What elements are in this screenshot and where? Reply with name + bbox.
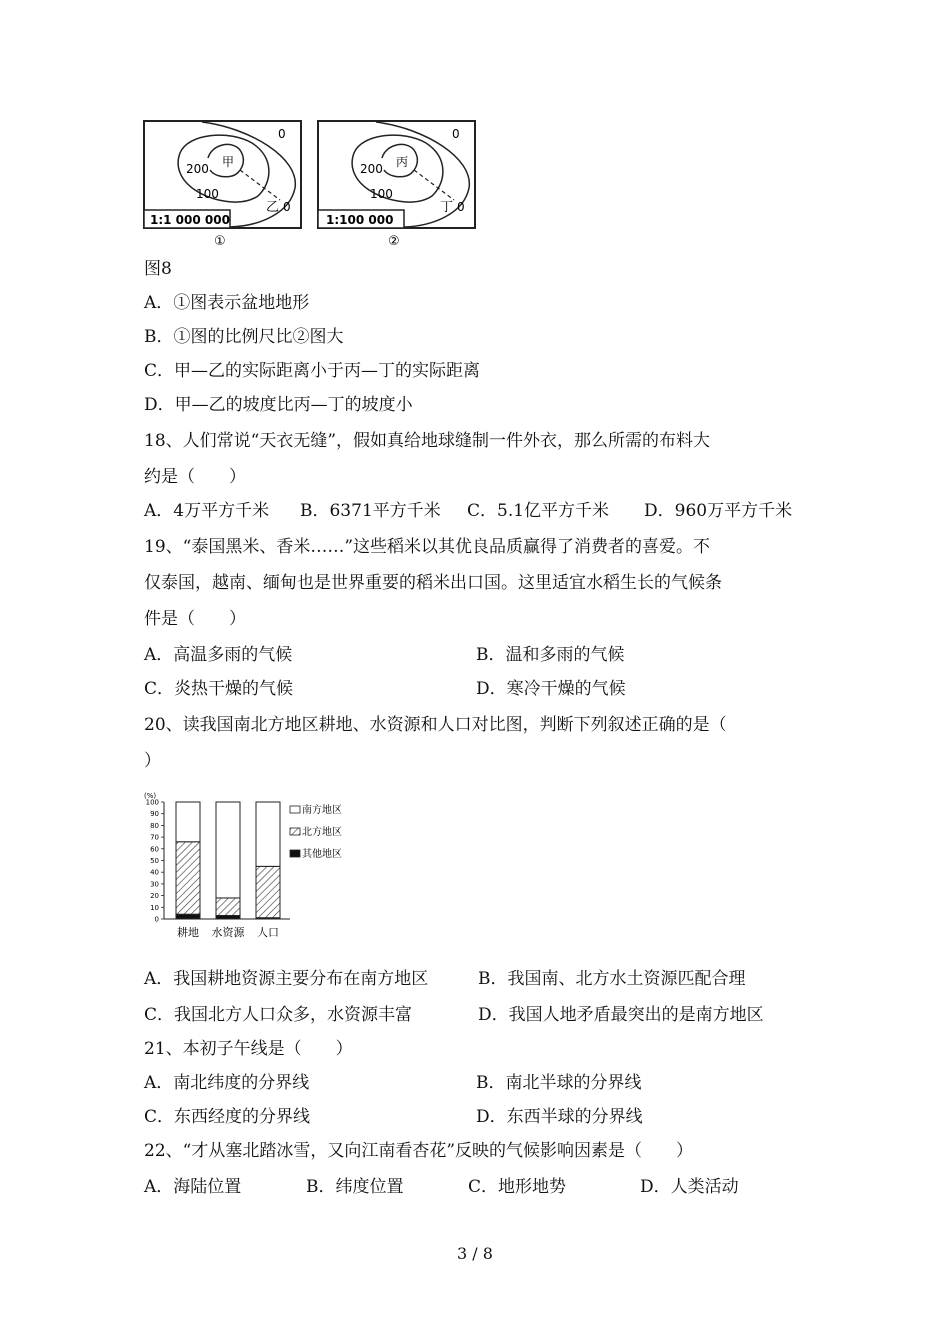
- map1-contour-200: 200: [186, 162, 209, 176]
- q20-option-a: A．我国耕地资源主要分布在南方地区: [144, 969, 429, 989]
- map1-scale: 1:1 000 000: [150, 213, 230, 227]
- chart-ytick-label: 40: [150, 868, 159, 877]
- chart-ytick-label: 50: [150, 857, 159, 865]
- q18-option-d: D．960万平方千米: [644, 501, 793, 521]
- chart-bar-segment: [216, 802, 240, 898]
- chart-ytick-label: 100: [145, 798, 159, 807]
- q20-stem-line1: 20、读我国南北方地区耕地、水资源和人口对比图，判断下列叙述正确的是（: [144, 715, 727, 735]
- q20-stem-line2: ）: [144, 751, 161, 771]
- chart-ytick-label: 80: [150, 821, 159, 830]
- map2-contour-100: 100: [370, 187, 393, 201]
- q21-stem: 21、本初子午线是（ ）: [144, 1039, 353, 1059]
- chart-bar-segment: [256, 802, 280, 866]
- map1-point-jia: 甲: [222, 155, 235, 169]
- chart-ytick-label: 10: [150, 903, 159, 912]
- chart-ytick-label: 20: [150, 892, 159, 901]
- chart-bar-segment: [256, 866, 280, 917]
- map2-point-bing: 丙: [396, 155, 409, 169]
- resource-comparison-chart: [140, 788, 380, 948]
- chart-category-label: 水资源: [211, 926, 245, 939]
- q22-option-b: B．纬度位置: [306, 1177, 404, 1197]
- q19-option-a: A．高温多雨的气候: [144, 645, 293, 665]
- q21-option-d: D．东西半球的分界线: [476, 1107, 643, 1127]
- chart-bar-segment: [216, 915, 240, 919]
- q20-option-c: C．我国北方人口众多，水资源丰富: [144, 1005, 413, 1025]
- chart-category-label: 人口: [257, 926, 279, 939]
- q18-stem-line1: 18、人们常说“天衣无缝”，假如真给地球缝制一件外衣，那么所需的布料大: [144, 431, 711, 451]
- q17-option-d: D．甲—乙的坡度比丙—丁的坡度小: [144, 395, 413, 415]
- chart-bar-segment: [176, 914, 200, 919]
- contour-map-1: [144, 121, 301, 249]
- contour-map-2: [318, 121, 475, 249]
- q21-option-a: A．南北纬度的分界线: [144, 1073, 310, 1093]
- chart-ylabel: (%): [144, 792, 157, 800]
- chart-ytick-label: 60: [150, 845, 159, 854]
- q18-option-c: C．5.1亿平方千米: [467, 501, 610, 521]
- chart-legend-swatch: [290, 806, 300, 813]
- q19-stem-line2: 仅泰国，越南、缅甸也是世界重要的稻米出口国。这里适宜水稻生长的气候条: [144, 573, 722, 593]
- q22-option-d: D．人类活动: [640, 1177, 739, 1197]
- q19-option-b: B．温和多雨的气候: [476, 645, 625, 665]
- map2-number: ②: [388, 234, 400, 249]
- q18-option-b: B．6371平方千米: [300, 501, 441, 521]
- chart-legend-label: 其他地区: [302, 849, 342, 860]
- q21-option-b: B．南北半球的分界线: [476, 1073, 642, 1093]
- map2-contour-0-bottom: 0: [457, 200, 465, 214]
- q19-option-d: D．寒冷干燥的气候: [476, 679, 626, 699]
- map1-contour-0: 0: [278, 127, 286, 141]
- chart-legend-swatch: [290, 850, 300, 857]
- chart-legend-label: 南方地区: [302, 805, 342, 816]
- map2-scale: 1:100 000: [326, 213, 394, 227]
- page-number: 3 / 8: [457, 1244, 493, 1263]
- chart-ytick-label: 0: [154, 915, 159, 924]
- q22-option-c: C．地形地势: [468, 1177, 567, 1197]
- q20-option-b: B．我国南、北方水土资源匹配合理: [478, 969, 746, 989]
- q22-stem: 22、“才从塞北踏冰雪，又向江南看杏花”反映的气候影响因素是（ ）: [144, 1141, 694, 1161]
- chart-legend-swatch: [290, 828, 300, 835]
- chart-bar-segment: [216, 898, 240, 916]
- q18-stem-line2: 约是（ ）: [144, 467, 246, 487]
- q17-option-a: A．①图表示盆地地形: [144, 293, 310, 313]
- map2-contour-0: 0: [452, 127, 460, 141]
- chart-ytick-label: 70: [150, 833, 159, 842]
- map1-contour-0-bottom: 0: [283, 200, 291, 214]
- chart-ytick-label: 30: [150, 880, 159, 889]
- q19-stem-line1: 19、“泰国黑米、香米……”这些稻米以其优良品质赢得了消费者的喜爱。不: [144, 537, 711, 557]
- chart-bar-segment: [176, 802, 200, 842]
- q20-option-d: D．我国人地矛盾最突出的是南方地区: [478, 1005, 764, 1025]
- q19-option-c: C．炎热干燥的气候: [144, 679, 294, 699]
- chart-ytick-label: 90: [150, 810, 159, 819]
- map1-number: ①: [214, 234, 226, 249]
- map1-contour-100: 100: [196, 187, 219, 201]
- figure8-maps: [140, 118, 480, 250]
- q19-stem-line3: 件是（ ）: [144, 609, 246, 629]
- chart-bar-segment: [176, 842, 200, 915]
- q18-option-a: A．4万平方千米: [144, 501, 270, 521]
- chart-category-label: 耕地: [177, 926, 199, 939]
- map2-point-ding: 丁: [440, 200, 454, 215]
- q17-option-c: C．甲—乙的实际距离小于丙—丁的实际距离: [144, 361, 481, 381]
- map2-contour-200: 200: [360, 162, 383, 176]
- q22-option-a: A．海陆位置: [144, 1177, 242, 1197]
- q17-option-b: B．①图的比例尺比②图大: [144, 327, 344, 347]
- q21-option-c: C．东西经度的分界线: [144, 1107, 311, 1127]
- figure8-caption: 图8: [144, 259, 172, 279]
- map1-point-yi: 乙: [266, 200, 280, 215]
- chart-legend-label: 北方地区: [302, 827, 342, 838]
